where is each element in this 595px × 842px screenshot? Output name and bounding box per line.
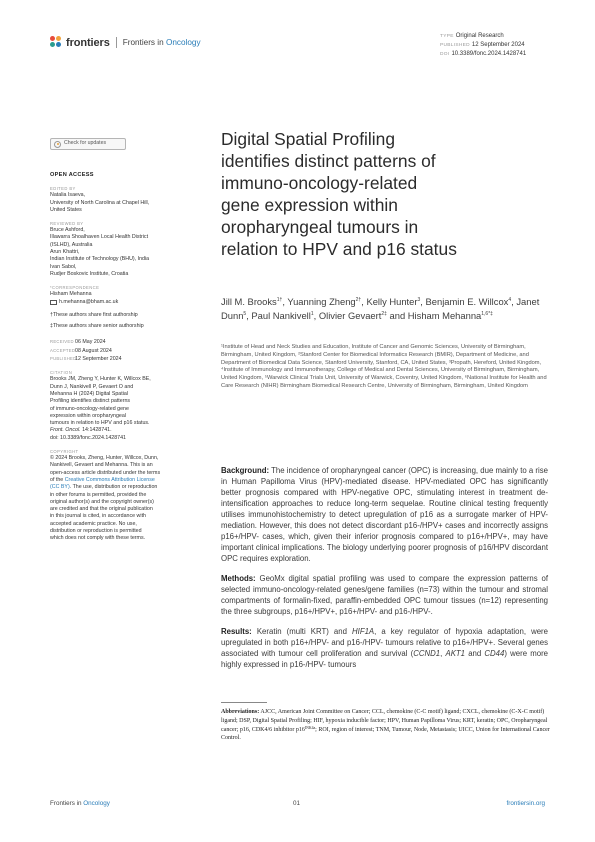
footer-journal[interactable]: Frontiers in Oncology: [50, 800, 110, 807]
published-value: 12 September 2024: [471, 42, 525, 49]
copyright-key: COPYRIGHT: [50, 449, 79, 455]
doi-key: DOI: [440, 52, 450, 58]
reviewed-by-key: REVIEWED BY: [50, 221, 84, 227]
check-updates-label: Check for updates: [64, 140, 107, 147]
page-header: [50, 32, 545, 62]
author[interactable]: Olivier Gevaert: [318, 310, 382, 322]
first-authorship-note: †These authors share first authorship: [50, 311, 138, 318]
author[interactable]: Hisham Mehanna: [407, 310, 482, 322]
correspondence-key: *CORRESPONDENCE: [50, 285, 100, 291]
brand-name: frontiers: [66, 36, 110, 49]
affiliations: ¹Institute of Head and Neck Studies and Education, Institute of Cancer and Genomic Sciences, University of Birmingham, Birmingham, United Kingdom, ²Stanford Center for Biomedical Informatics Research (BMIR), Department of Medicine, and Department of Biomedical Data Science, Stanford University, Stanford, CA, United States, ³Propath, Hereford, United Kingdom, ⁴Institute of Immunology and Immunotherapy, College of Medical and Dental Sciences, University of Birmingham, Birmingham, United Kingdom, ⁵Warwick Clinical Trials Unit, University of Warwick, Coventry, United Kingdom, ⁶National Institute for Health and Care Research (NIHR) Birmingham Biomedical Research Centre, University of Birmingham, Birmingham, United Kingdom: [221, 344, 547, 389]
edited-by: Natalia Isaeva, University of North Carolina at Chapel Hill, United States: [50, 192, 150, 213]
author[interactable]: Paul Nankivell: [251, 310, 311, 322]
open-access-label: OPEN ACCESS: [50, 172, 94, 178]
abstract-results: Results: Keratin (multi KRT) and HIF1A, a key regulator of hypoxia adaptation, were upregulated in both p16+/HPV- and p16-/HPV- tumours relative to p16+/HPV+. Several genes associated with tumour cell proliferation and survival (CCND1, AKT1 and CD44) were more highly expressed in p16-/HPV- tumours: [221, 627, 548, 669]
citation-doi[interactable]: doi: 10.3389/fonc.2024.1428741: [50, 434, 126, 441]
edited-by-key: EDITED BY: [50, 186, 76, 192]
article-dates: RECEIVED06 May 2024 ACCEPTED08 August 2024 PUBLISHED12 September 2024: [50, 339, 122, 363]
published-date: 12 September 2024: [75, 356, 122, 363]
article-title: Digital Spatial Profiling identifies distinct patterns of immuno-oncology-related gene expression within oropharyngeal tumours in relation to HPV and p16 status: [221, 129, 457, 259]
frontiers-logo-icon: [50, 36, 63, 49]
frontiers-logo[interactable]: [50, 36, 201, 49]
abstract: [221, 465, 548, 679]
author[interactable]: Kelly Hunter: [366, 296, 418, 307]
citation-key: CITATION: [50, 370, 73, 376]
author[interactable]: Benjamin E. Willcox: [425, 296, 509, 307]
published-key: PUBLISHED: [440, 43, 470, 49]
cc-by-link[interactable]: (CC BY): [50, 484, 70, 491]
correspondence-email: h.mehanna@bham.ac.uk: [59, 298, 119, 305]
logo-divider: [116, 37, 117, 48]
journal-name: Frontiers in Oncology: [122, 38, 201, 47]
updates-icon: [54, 141, 61, 148]
correspondence-name: Hisham Mehanna: [50, 291, 92, 298]
reviewed-by: Bruce Ashford, Illawarra Shoalhaven Local Health District (ISLHD), Australia Arun Khattri, Indian Institute of Technology (BHU), India Ivan Sabol, Rudjer Boskovic Institute, Croatia: [50, 227, 150, 277]
page-number: 01: [293, 800, 301, 807]
doi-value[interactable]: 10.3389/fonc.2024.1428741: [451, 51, 527, 58]
accepted-date: 08 August 2024: [75, 347, 112, 354]
citation: Brooks JM, Zheng Y, Hunter K, Willcox BE, Dunn J, Nankivell P, Gevaert O and Mehanna H (2024) Digital Spatial Profiling identifies distinct patterns of immuno-oncology-related gene expression within oropharyngeal tumours in relation to HPV and p16 status. Front. Oncol. 14:1428741. doi: 10.3389/fonc.2024.1428741: [50, 376, 190, 442]
article-meta: [440, 32, 526, 60]
check-for-updates-button[interactable]: [50, 138, 126, 150]
footnote-rule: [221, 702, 267, 703]
author[interactable]: Jill M. Brooks: [221, 296, 277, 307]
copyright: © 2024 Brooks, Zheng, Hunter, Willcox, Dunn, Nankivell, Gevaert and Mehanna. This is an open-access article distributed under the terms of the Creative Commons Attribution License (CC BY). The use, distribution or reproduction in other forums is permitted, provided the original author(s) and the copyright owner(s) are credited and that the original publication in this journal is cited, in accordance with accepted academic practice. No use, distribution or reproduction is permitted which does not comply with these terms.: [50, 455, 161, 542]
footer-site-link[interactable]: frontiersin.org: [506, 800, 545, 807]
type-key: TYPE: [440, 34, 454, 39]
abstract-background: Background: The incidence of oropharyngeal cancer (OPC) is increasing, due mainly to a rise in Human Papilloma Virus (HPV)-mediated disease. HPV-mediated OPC has significantly better prognosis compared with HPV-negative OPC, stimulating interest in treatment de-intensification approaches to reduce long-term sequelae. Routine clinical testing frequently utilises immunohistochemistry to detect upregulation of p16 as a surrogate marker of HPV-mediation. However, this does not detect discordant p16-/HPV+ cases and incorrectly assigns p16+/HPV- cases, which, given their inferior prognosis compared to p16+/HPV+, may have important clinical implications. The biology underlying poorer prognosis of p16/HPV discordant OPC requires exploration.: [221, 466, 548, 563]
received-date: 06 May 2024: [75, 339, 106, 346]
author[interactable]: Janet Dunn: [221, 296, 540, 322]
cc-license-link[interactable]: Creative Commons Attribution License: [64, 476, 155, 483]
correspondence-email-link[interactable]: [50, 299, 190, 306]
author-list: Jill M. Brooks$^{1\dagger}$, Yuanning Zheng$^{2\dagger}$, Kelly Hunter$^3$, Benjamin E. Willcox$^4$, Janet Dunn$^5$, Paul Nankivell$^1$, Olivier Gevaert$^{2\ddagger}$ and Hisham Mehanna$^{1,6*\ddagger}$: [221, 296, 540, 322]
mail-icon: [50, 300, 57, 305]
abstract-methods: Methods: GeoMx digital spatial profiling was used to compare the expression patterns of selected immuno-oncology-related genes/gene families (n=73) within the tumour and stromal compartments of formalin-fixed, paraffin-embedded OPC tumour tissues (n=12) representing the three subgroups, p16+/HPV+, p16+/HPV- and p16-/HPV-.: [221, 574, 548, 616]
sidebar-info: [50, 138, 190, 543]
author[interactable]: Yuanning Zheng: [287, 296, 356, 307]
abbreviations-footnote: Abbreviations: AJCC, American Joint Committee on Cancer; CCL, chemokine (C-C motif) ligand; CXCL, chemokine (C-X-C motif) ligand; DSP, Digital Spatial Profiling; HIF, hypoxia inducible factor; HPV, Human Papilloma Virus; KRT, keratin; OPC, Oropharyngeal cancer; p16, CDK4/6 inhibitor $p16^{INK4a}$; ROI, region of interest; TNM, Tumour, Node, Metastasis; UICC, Union for International Cancer Control.: [221, 709, 550, 742]
type-value: Original Research: [455, 33, 504, 39]
senior-authorship-note: ‡These authors share senior authorship: [50, 323, 144, 330]
